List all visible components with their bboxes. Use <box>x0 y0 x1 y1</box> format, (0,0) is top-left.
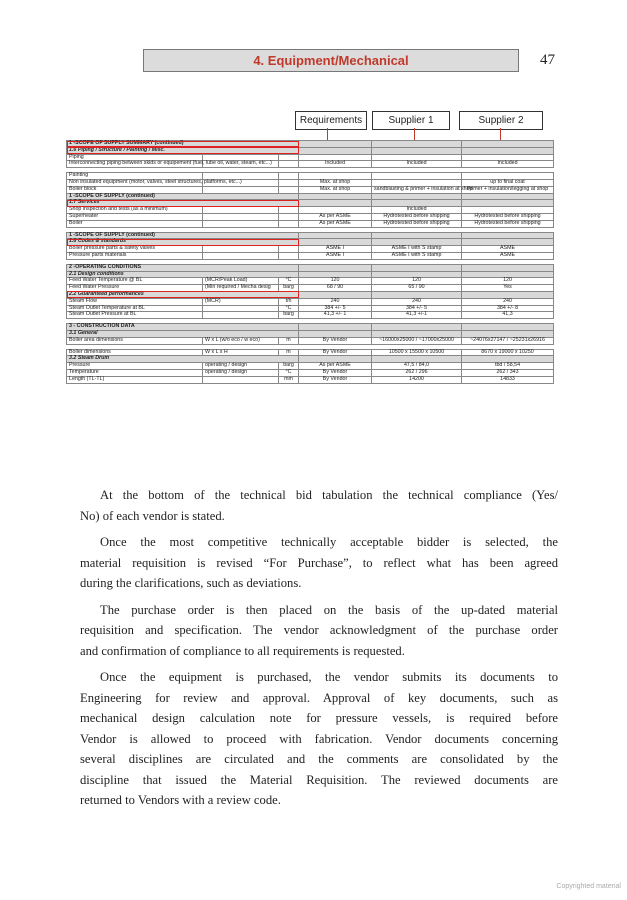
red-arrow <box>414 128 415 140</box>
table-cell: 240 <box>462 298 554 305</box>
table-cell: 120 <box>299 278 372 285</box>
table-cell: Feed Water Temperature @ BL <box>67 278 203 285</box>
text-line: No) of each vendor is stated. <box>80 508 225 523</box>
section-label: 3.1 General <box>67 330 299 337</box>
table-cell: Included <box>462 161 554 168</box>
subsection-row <box>67 291 554 298</box>
section-label: 3.2 Steam Drum <box>67 356 299 363</box>
table-cell: Boiler area dimensions <box>67 337 203 344</box>
table-cell <box>462 264 554 271</box>
table-cell: 262 / 343 <box>462 369 554 376</box>
table-cell: Included <box>299 161 372 168</box>
table-cell: 10500 x 15500 x 10500 <box>372 349 462 356</box>
section-label: 1 -SCOPE OF SUPPLY SUMMARY (continued) <box>67 141 299 148</box>
table-cell: barg <box>279 312 299 319</box>
section-row <box>67 264 554 271</box>
table-cell: Temperature <box>67 369 203 376</box>
table-cell <box>462 141 554 148</box>
table-row <box>67 305 554 312</box>
table-cell: 120 <box>372 278 462 285</box>
section-label: 2.1 Design conditions <box>67 271 299 278</box>
body-text <box>80 485 558 817</box>
table-cell: Hydrotested before shipping <box>462 213 554 220</box>
text-line: requisition and specification. The vendor acknowledgment of the purchase order <box>80 623 558 637</box>
section-label: 3 - CONSTRUCTION DATA <box>67 324 299 331</box>
table-cell: barg <box>279 285 299 292</box>
subsection-row <box>67 356 554 363</box>
red-arrow <box>327 128 328 140</box>
table-cell: 41,3 <box>462 312 554 319</box>
table-cell: Included <box>372 161 462 168</box>
table-cell: 14833 <box>462 376 554 383</box>
table-cell: Pressure parts materials <box>67 252 203 259</box>
table-cell: 14200 <box>372 376 462 383</box>
table-cell: ASME <box>462 246 554 253</box>
table-cell: Hydrotested before shipping <box>372 213 462 220</box>
table-row <box>67 376 554 383</box>
table-row <box>67 278 554 285</box>
table-cell: ASME I <box>299 246 372 253</box>
table-row <box>67 369 554 376</box>
supplier2-column-label: Supplier 2 <box>459 111 543 130</box>
table-cell: By Vendor <box>299 376 372 383</box>
table-cell <box>279 179 299 186</box>
table-cell <box>299 264 372 271</box>
table-cell: Length (TL-TL) <box>67 376 203 383</box>
table-cell: barg <box>279 363 299 370</box>
section-label: 1 -SCOPE OF SUPPLY (continued) <box>67 193 299 200</box>
table-cell <box>299 147 372 154</box>
table-row <box>67 337 554 344</box>
table-cell: Steam Flow <box>67 298 203 305</box>
table-cell: sandblasting & primer + insulation at shop <box>372 186 462 193</box>
table-row <box>67 220 554 227</box>
table-cell <box>299 324 372 331</box>
table-cell: (MCR/Peak Load) <box>203 278 279 285</box>
table-cell: °C <box>279 305 299 312</box>
table-cell <box>279 173 299 180</box>
table-cell <box>203 305 279 312</box>
table-cell: ASME <box>462 252 554 259</box>
section-label: 1.6 Piping / Structure / Painting / Misc. <box>67 147 299 154</box>
text-line: Once the equipment is purchased, the vendor submits its documents to <box>100 670 558 684</box>
table-cell: Hydrotested before shipping <box>372 220 462 227</box>
supplier1-column-label: Supplier 1 <box>372 111 450 130</box>
text-line: returned to Vendors with a review code. <box>80 793 281 807</box>
table-cell: Pressure <box>67 363 203 370</box>
table-cell: 240 <box>372 298 462 305</box>
section-label: 1 -SCOPE OF SUPPLY (continued) <box>67 232 299 239</box>
text-line: The purchase order is then placed on the basis of the up-dated material <box>100 602 558 617</box>
table-cell: 68 / 90 <box>299 285 372 292</box>
table-cell: As per ASME <box>299 213 372 220</box>
table-cell: Hydrotested before shipping <box>462 220 554 227</box>
table-cell <box>462 193 554 200</box>
copyright-note: Copyrighted material <box>556 883 621 890</box>
table-cell: 120 <box>462 278 554 285</box>
table-cell <box>203 376 279 383</box>
table-cell: 41,3 +/-1 <box>372 312 462 319</box>
table-cell <box>372 193 462 200</box>
table-cell: 8670 x 19000 x 10250 <box>462 349 554 356</box>
table-cell <box>279 252 299 259</box>
text-line: mechanical design calculation note for pressure vessels, is required before <box>80 711 558 725</box>
chapter-title: 4. Equipment/Mechanical <box>253 53 409 68</box>
table-cell: By Vendor <box>299 349 372 356</box>
table-cell: t/h <box>279 298 299 305</box>
table-cell: °C <box>279 369 299 376</box>
paragraph <box>80 485 558 526</box>
table-cell <box>203 246 279 253</box>
table-cell: Piping <box>67 154 203 161</box>
table-cell: By Vendor <box>299 369 372 376</box>
table-cell <box>462 324 554 331</box>
table-cell: 65 / 90 <box>372 285 462 292</box>
table-cell: Superheater <box>67 213 203 220</box>
table-cell: mm <box>279 376 299 383</box>
text-line: discipline that issued the Material Requisition. The reviewed documents are <box>80 772 558 787</box>
red-arrow <box>500 128 501 140</box>
table-cell <box>372 173 462 180</box>
table-cell: ASME I with S stamp <box>372 252 462 259</box>
table-cell <box>279 154 299 161</box>
bid-tabulation-table <box>66 140 553 463</box>
table-cell <box>203 312 279 319</box>
table-row <box>67 363 554 370</box>
table-cell: Non insulated equipment (motor, valves, steel structures, platforms, etc...) <box>67 179 203 186</box>
text-line: Once the most competitive technically acceptable bidder is selected, the <box>100 535 558 549</box>
table-cell: 240 <box>299 298 372 305</box>
table-cell <box>203 220 279 227</box>
table-row <box>67 349 554 356</box>
text-line: Engineering for review and approval. Approval of key documents, such as <box>80 690 558 705</box>
table-cell: 47,5 / 84,0 <box>372 363 462 370</box>
paragraph <box>80 667 558 811</box>
table-cell: Boiler pressure parts & safety valves <box>67 246 203 253</box>
table-cell <box>279 213 299 220</box>
table-cell: Steam Outlet Pressure at BL <box>67 312 203 319</box>
table-cell: (Min required / Mecha desig <box>203 285 279 292</box>
text-line: Vendor is allowed to proceed with fabrication. Vendor documents concerning <box>80 731 558 746</box>
text-line: material requisition is revised “For Purchase”, to reflect what has been agreed <box>80 555 558 570</box>
table-cell: Painting <box>67 173 203 180</box>
table-cell <box>203 186 279 193</box>
table-cell <box>299 193 372 200</box>
section-label: 1.7 Services <box>67 200 299 207</box>
table-cell: Feed Water Pressure <box>67 285 203 292</box>
table-cell <box>299 232 372 239</box>
table-cell <box>279 207 299 214</box>
table-cell <box>203 207 279 214</box>
table-cell: 384 +/- 5 <box>372 305 462 312</box>
table-cell: m <box>279 349 299 356</box>
table-cell: ~24076x27147 / ~25231x26916 <box>462 337 554 344</box>
table-cell: As per ASME <box>299 363 372 370</box>
section-row <box>67 193 554 200</box>
table-cell: ASME I with S stamp <box>372 246 462 253</box>
table-row <box>67 312 554 319</box>
section-row <box>67 324 554 331</box>
table-cell <box>279 186 299 193</box>
table-cell: Included <box>372 207 462 214</box>
table-row <box>67 246 554 253</box>
table-cell: ASME I <box>299 252 372 259</box>
table-cell <box>203 252 279 259</box>
table-cell <box>299 141 372 148</box>
table-cell: °C <box>279 278 299 285</box>
paragraph <box>80 532 558 594</box>
table-cell: 384 +/- 8 <box>462 305 554 312</box>
table-cell: ~16000x25000 / ~17000x25000 <box>372 337 462 344</box>
table-cell: Interconnecting piping between skids or equipement (fuel, lube oil, water, steam, etc...) <box>67 161 203 168</box>
page-number: 47 <box>540 52 555 68</box>
table-cell <box>372 232 462 239</box>
section-row <box>67 232 554 239</box>
table-cell: Boiler dimensions <box>67 349 203 356</box>
subsection-row <box>67 147 554 154</box>
table-cell <box>279 220 299 227</box>
table-cell: operating / design <box>203 363 279 370</box>
table-cell <box>372 264 462 271</box>
table-cell <box>299 200 372 207</box>
chapter-header <box>143 49 519 72</box>
table-cell <box>203 213 279 220</box>
table-cell: W x L (w/o eco / w eco) <box>203 337 279 344</box>
table-cell: Boiler block <box>67 186 203 193</box>
table-cell <box>372 324 462 331</box>
table-cell: Shop inspection and tests (as a minimum) <box>67 207 203 214</box>
table-cell: 41,3 +/- 1 <box>299 312 372 319</box>
text-line: and confirmation of compliance to all requirements is requested. <box>80 643 405 658</box>
table-cell <box>279 161 299 168</box>
table-cell: up to final coat <box>462 179 554 186</box>
table-cell: tbd / 58,54 <box>462 363 554 370</box>
table-cell: Boiler <box>67 220 203 227</box>
text-line: during the clarifications, such as deviations. <box>80 576 302 590</box>
table-cell <box>462 147 554 154</box>
table-cell: 384 +/- 5 <box>299 305 372 312</box>
table-cell: operating / design <box>203 369 279 376</box>
table-cell: Steam Outlet Temperature at BL <box>67 305 203 312</box>
table-cell: W x L x H <box>203 349 279 356</box>
table-cell: 262 / 296 <box>372 369 462 376</box>
table-cell <box>372 147 462 154</box>
table-cell <box>279 246 299 253</box>
table-cell: Yes <box>462 285 554 292</box>
table-cell: By Vendor <box>299 337 372 344</box>
text-line: At the bottom of the technical bid tabulation the technical compliance (Yes/ <box>100 488 558 502</box>
table-row <box>67 252 554 259</box>
section-label: 2 -OPERATING CONDITIONS <box>67 264 299 271</box>
table-cell: Max. at shop <box>299 179 372 186</box>
table-cell: As per ASME <box>299 220 372 227</box>
table-row <box>67 161 554 168</box>
table-cell: Max. at shop <box>299 186 372 193</box>
table-cell: (MCR) <box>203 298 279 305</box>
table-cell <box>462 200 554 207</box>
table-cell: Primer + insulation/legging at shop <box>462 186 554 193</box>
requirements-column-label: Requirements <box>295 111 367 130</box>
text-line: several disciplines are circulated and the comments are consolidated by the <box>80 752 558 766</box>
table-row <box>67 298 554 305</box>
section-label: 2.2 Guaranteed performances <box>67 291 299 298</box>
paragraph <box>80 600 558 662</box>
table-cell <box>462 232 554 239</box>
section-label: 1.8 Codes & standards <box>67 239 299 246</box>
table-cell: m <box>279 337 299 344</box>
table-cell <box>372 141 462 148</box>
